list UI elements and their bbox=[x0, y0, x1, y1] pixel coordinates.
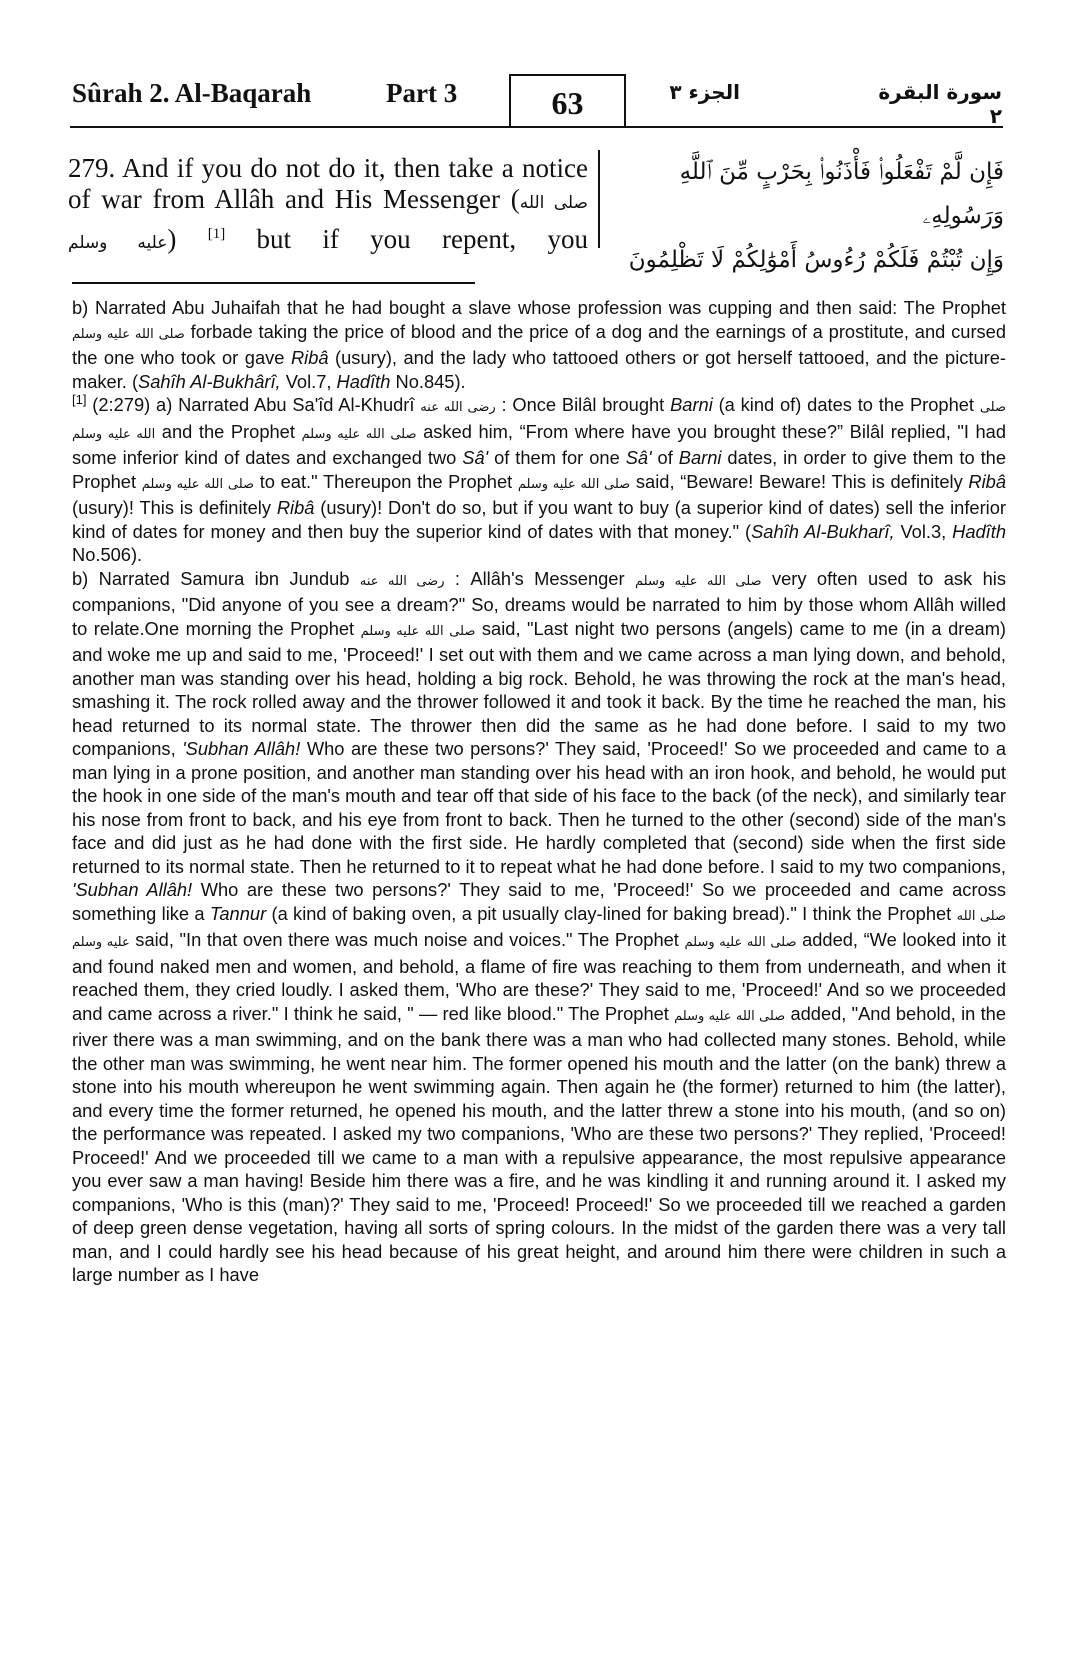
footnote-b-samura: b) Narrated Samura ibn Jundub رضى الله عنه : Allâh's Messenger صلى الله عليه وسلم very often used to ask his companions, "Did anyone of you see a dream?" So, dreams would be narrated to him by those whom Allâh willed to relate.One morning the Prophet صلى الله عليه وسلم said, "Last night two persons (angels) came to me (in a dream) and woke me up and said to me, 'Proceed!' I set out with them and we came across a man lying down, and behold, another man was standing over his head, holding a big rock. Behold, he was throwing the rock at the man's head, smashing it. The rock rolled away and the thrower followed it and took it back. By the time he reached the man, his head returned to its normal state. The thrower then did the same as he had done before. I said to my two companions, 'Subhan Allâh! Who are these two persons?' They said, 'Proceed!' So we proceeded and came to a man lying in a prone position, and another man standing over his head with an iron hook, and behold, he would put the hook in one side of the man's mouth and tear off that side of his face to the back (of the neck), and similarly tear his nose from front to back, and his eye from front to back. Then he turned to the other (second) side of the man's face and did just as he had done with the first side. He hardly completed that (second) side when the first side returned to its normal state. Then he returned to it to repeat what he had done before. I said to my two companions, 'Subhan Allâh! Who are these two persons?' They said to me, 'Proceed!' So we proceeded and came across something like a Tannur (a kind of baking oven, a pit usually clay-lined for baking bread)." I think the Prophet صلى الله عليه وسلم said, "In that oven there was much noise and voices." The Prophet صلى الله عليه وسلم added, “We looked into it and found naked men and women, and behold, a flame of fire was reaching to them from underneath, and when it reached them, they cried loudly. I asked them, 'Who are these?' They said to me, 'Proceed!' And so we proceeded and came across a river." I think he said, " — red like blood." The Prophet صلى الله عليه وسلم added, "And behold, in the river there was a man swimming, and on the bank there was a man who had collected many stones. Behold, while the other man was swimming, he went near him. The former opened his mouth and the latter (on the bank) threw a stone into his mouth whereupon he went swimming again. Then again he (the former) returned to him (the latter), and every time the former returned, he opened his mouth, and the latter threw a stone into his mouth, (and so on) the performance was repeated. I asked my two companions, 'Who are these two persons?' They replied, 'Proceed! Proceed!' And we proceeded till we came to a man with a repulsive appearance, the most repulsive appearance you ever saw a man having! Beside him there was a fire, and he was kindling it and running around it. I asked my companions, 'Who is this (man)?' They said to me, 'Proceed! Proceed!' So we proceeded till we reached a garden of deep green dense vegetation, having all sorts of spring colours. In the midst of the garden there was a very tall man, and I could hardly see his head because of his great height, and around him there were children in such a large number as I have bbox=[72, 567, 1007, 1285]
footnote-rule bbox=[72, 282, 475, 284]
verse-arabic bbox=[610, 150, 1004, 282]
column-divider bbox=[598, 150, 600, 248]
footnote-b-juhaifah: b) Narrated Abu Juhaifah that he had bought a slave whose profession was cupping and then said: The Prophet صلى الله عليه وسلم forbade taking the price of blood and the price of a dog and the earnings of a prostitute, and cursed the one who took or gave Ribâ (usury), and the lady who tattooed others or got herself tattooed, and the picture-maker. (Sahîh Al-Bukhârî, Vol.7, Hadîth No.845). bbox=[72, 297, 1007, 392]
header-rule bbox=[70, 126, 1003, 128]
juz-label-ar: الجزء ٣ bbox=[669, 80, 740, 104]
surah-title-ar: سورة البقرة ٢ bbox=[878, 80, 1002, 128]
footnotes bbox=[72, 296, 1006, 1287]
verse-arabic-line-1: فَإِن لَّمْ تَفْعَلُوا۟ فَأْذَنُوا۟ بِحَرْبٍ مِّنَ ٱللَّهِ وَرَسُولِهِۦ bbox=[679, 159, 1004, 229]
salutation-arabic: صلى الله عليه وسلم bbox=[68, 193, 588, 253]
radiallah-arabic: رضى الله عنه bbox=[359, 573, 445, 589]
footnote-a-khudri: [1] (2:279) a) Narrated Abu Sa'îd Al-Khudrî رضى الله عنه : Once Bilâl brought Barni (a kind of) dates to the Prophet صلى الله عليه وسلم and the Prophet صلى الله عليه وسلم asked him, “From where have you brought these?” Bilâl replied, "I had some inferior kind of dates and exchanged two Sâ' of them for one Sâ' of Barni dates, in order to give them to the Prophet صلى الله عليه وسلم to eat." Thereupon the Prophet صلى الله عليه وسلم said, “Beware! Beware! This is definitely Ribâ (usury)! This is definitely Ribâ (usury)! Don't do so, but if you want to buy (a superior kind of dates) sell the inferior kind of dates for money and then buy the superior kind of dates with that money." (Sahîh Al-Bukharî, Vol.3, Hadîth No.506). bbox=[72, 391, 1007, 565]
footnote-ref: [1] bbox=[72, 391, 87, 407]
verse-translation: 279. And if you do not do it, then take a notice of war from Allâh and His Messenger (صلى الله عليه وسلم) [1] but if you repent, you bbox=[68, 153, 588, 254]
salutation-arabic: صلى الله عليه وسلم bbox=[72, 326, 185, 342]
page-number: 63 bbox=[509, 74, 626, 126]
verse-arabic-line-2: وَإِن تُبْتُمْ فَلَكُمْ رُءُوسُ أَمْوَٰلِكُمْ لَا تَظْلِمُونَ bbox=[628, 247, 1004, 273]
radiallah-arabic: رضى الله عنه bbox=[420, 400, 496, 415]
part-label-en: Part 3 bbox=[386, 78, 458, 108]
footnote-ref: [1] bbox=[207, 226, 226, 242]
surah-title-en: Sûrah 2. Al-Baqarah bbox=[72, 78, 312, 108]
